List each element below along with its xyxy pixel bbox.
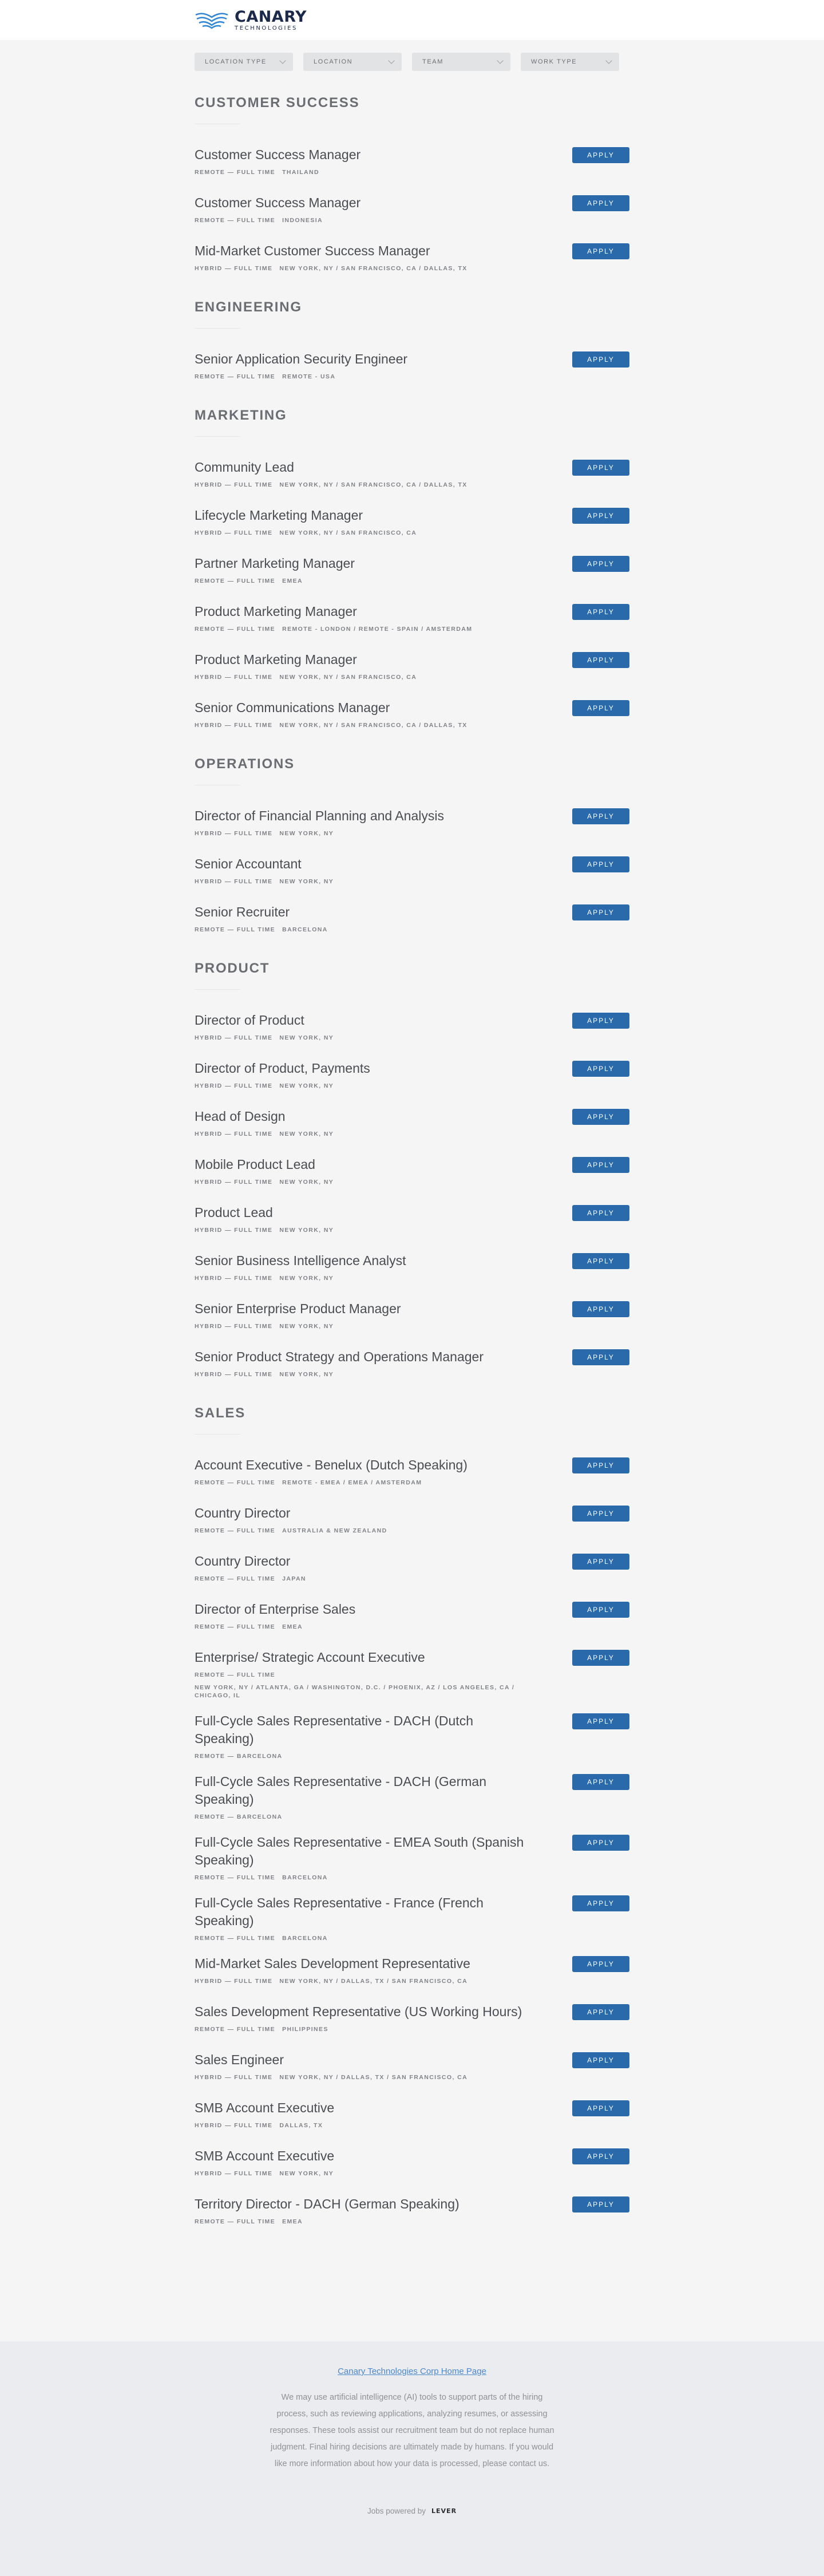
apply-button[interactable]: APPLY: [572, 1713, 629, 1729]
page-footer: [0, 2341, 824, 2576]
posting-title[interactable]: Community Lead: [195, 460, 294, 475]
filter-label: LOCATION TYPE: [205, 58, 267, 65]
posting-meta: [195, 1274, 526, 1282]
posting-title[interactable]: Senior Application Security Engineer: [195, 351, 408, 366]
posting-meta: [195, 2121, 526, 2129]
posting-row[interactable]: [195, 194, 629, 230]
posting-location: NEW YORK, NY: [279, 1275, 334, 1282]
posting-meta: [195, 2073, 526, 2081]
filter-label: WORK TYPE: [531, 58, 577, 65]
posting-title[interactable]: Senior Business Intelligence Analyst: [195, 1253, 406, 1268]
posting-location: BARCELONA: [282, 1935, 328, 1942]
apply-button[interactable]: APPLY: [572, 1650, 629, 1666]
posting-title[interactable]: Head of Design: [195, 1109, 286, 1124]
posting-meta: [195, 1977, 526, 1985]
posting-meta: [195, 1752, 526, 1760]
posting-row[interactable]: [195, 1348, 629, 1384]
posting-title[interactable]: Senior Enterprise Product Manager: [195, 1301, 401, 1316]
posting-work-type: REMOTE — FULL TIME: [195, 1672, 276, 1678]
apply-button[interactable]: APPLY: [572, 2196, 629, 2212]
posting-title[interactable]: Customer Success Manager: [195, 147, 361, 162]
posting-location: JAPAN: [282, 1575, 306, 1582]
posting-row[interactable]: [195, 1712, 629, 1760]
apply-button[interactable]: APPLY: [572, 1506, 629, 1522]
posting-work-type: REMOTE — FULL TIME: [195, 926, 276, 933]
chevron-down-icon: [388, 57, 394, 64]
posting-meta: [195, 1178, 526, 1186]
posting-row[interactable]: [195, 1552, 629, 1588]
posting-row[interactable]: [195, 507, 629, 542]
chevron-down-icon: [279, 57, 286, 64]
posting-work-type: HYBRID — FULL TIME: [195, 1275, 273, 1282]
posting-title[interactable]: SMB Account Executive: [195, 2100, 335, 2115]
posting-row[interactable]: [195, 1773, 629, 1821]
posting-row[interactable]: [195, 855, 629, 891]
brand-subtitle: TECHNOLOGIES: [235, 25, 298, 31]
lever-logo[interactable]: LEVER: [431, 2507, 457, 2515]
apply-button[interactable]: APPLY: [572, 1835, 629, 1851]
apply-button[interactable]: APPLY: [572, 1774, 629, 1790]
posting-row[interactable]: [195, 1012, 629, 1047]
posting-title[interactable]: Mid-Market Customer Success Manager: [195, 243, 430, 258]
apply-button[interactable]: APPLY: [572, 1157, 629, 1173]
posting-meta: [195, 577, 526, 585]
apply-button[interactable]: APPLY: [572, 2148, 629, 2164]
posting-title[interactable]: Director of Product, Payments: [195, 1061, 370, 1076]
group-divider: [195, 328, 240, 329]
posting-row[interactable]: [195, 1601, 629, 1636]
apply-button[interactable]: APPLY: [572, 1554, 629, 1570]
posting-work-type: HYBRID — FULL TIME: [195, 1978, 273, 1985]
posting-group: [195, 408, 629, 734]
posting-title[interactable]: Sales Development Representative (US Working Hours): [195, 2004, 522, 2019]
posting-row[interactable]: [195, 903, 629, 939]
posting-work-type: HYBRID — FULL TIME: [195, 2074, 273, 2081]
posting-work-type: REMOTE — FULL TIME: [195, 1479, 276, 1486]
posting-location: REMOTE - USA: [282, 373, 336, 380]
posting-location: BARCELONA: [282, 1874, 328, 1881]
posting-title[interactable]: Product Marketing Manager: [195, 604, 357, 619]
filter-label: LOCATION: [314, 58, 353, 65]
posting-row[interactable]: [195, 242, 629, 278]
posting-work-type: HYBRID — FULL TIME: [195, 1323, 273, 1330]
group-divider: [195, 1434, 240, 1435]
posting-title[interactable]: Country Director: [195, 1554, 291, 1568]
posting-work-type: HYBRID — FULL TIME: [195, 2170, 273, 2177]
posting-meta: [195, 1527, 526, 1535]
posting-title[interactable]: Senior Recruiter: [195, 904, 290, 919]
posting-title[interactable]: Senior Communications Manager: [195, 700, 390, 715]
posting-row[interactable]: [195, 651, 629, 686]
group-title: CUSTOMER SUCCESS: [195, 95, 360, 110]
posting-work-type: HYBRID — FULL TIME: [195, 1371, 273, 1378]
posting-location: NEW YORK, NY / SAN FRANCISCO, CA / DALLAS, TX: [279, 722, 468, 729]
posting-meta: [195, 373, 526, 381]
posting-work-type: HYBRID — FULL TIME: [195, 2122, 273, 2129]
posting-work-type: REMOTE — FULL TIME: [195, 578, 276, 584]
posting-location: PHILIPPINES: [282, 2026, 328, 2033]
posting-group: [195, 756, 629, 939]
apply-button[interactable]: APPLY: [572, 604, 629, 620]
posting-group: [195, 299, 629, 386]
posting-work-type: REMOTE — FULL TIME: [195, 169, 276, 176]
chevron-down-icon: [605, 57, 612, 64]
posting-location: NEW YORK, NY / SAN FRANCISCO, CA: [279, 530, 417, 536]
posting-work-type: HYBRID — FULL TIME: [195, 1227, 273, 1234]
apply-button[interactable]: APPLY: [572, 195, 629, 211]
posting-work-type: HYBRID — FULL TIME: [195, 1034, 273, 1041]
posting-title[interactable]: Enterprise/ Strategic Account Executive: [195, 1650, 425, 1665]
apply-button[interactable]: APPLY: [572, 1895, 629, 1911]
posting-meta: [195, 1813, 526, 1821]
posting-title[interactable]: Full-Cycle Sales Representative - EMEA South (Spanish Speaking): [195, 1835, 524, 1867]
posting-location: THAILAND: [282, 169, 319, 176]
apply-button[interactable]: APPLY: [572, 2052, 629, 2068]
apply-button[interactable]: APPLY: [572, 1956, 629, 1972]
posting-work-type: REMOTE — FULL TIME: [195, 1527, 276, 1534]
apply-button[interactable]: APPLY: [572, 856, 629, 872]
posting-group: [195, 95, 629, 278]
posting-location: NEW YORK, NY: [279, 1131, 334, 1137]
posting-location: AUSTRALIA & NEW ZEALAND: [282, 1527, 387, 1534]
posting-title[interactable]: Territory Director - DACH (German Speaking): [195, 2196, 459, 2211]
posting-row[interactable]: [195, 2147, 629, 2183]
group-title: OPERATIONS: [195, 756, 295, 772]
posting-meta: [195, 1575, 526, 1583]
apply-button[interactable]: APPLY: [572, 1205, 629, 1221]
posting-title[interactable]: Mid-Market Sales Development Representative: [195, 1956, 470, 1971]
group-title: PRODUCT: [195, 961, 270, 976]
posting-row[interactable]: [195, 2003, 629, 2038]
posting-meta: [195, 2025, 526, 2033]
posting-row[interactable]: [195, 146, 629, 181]
posting-title[interactable]: Lifecycle Marketing Manager: [195, 508, 363, 523]
apply-button[interactable]: APPLY: [572, 700, 629, 716]
apply-button[interactable]: APPLY: [572, 1301, 629, 1317]
posting-location: NEW YORK, NY: [279, 1179, 334, 1186]
ai-disclaimer: We may use artificial intelligence (AI) tools to support parts of the hiring process, such as reviewing applications, analyzing resumes, or assessing responses. These tools assist our recruitment team but do not replace human judgment. Final hiring decisions are ultimately made by humans. If you would like more information about how your data is processed, please contact us.: [270, 2393, 554, 2468]
posting-work-type: HYBRID — FULL TIME: [195, 878, 273, 885]
posting-location: NEW YORK, NY: [279, 878, 334, 885]
posting-meta: [195, 1130, 526, 1138]
posting-title[interactable]: Product Marketing Manager: [195, 652, 357, 667]
posting-title[interactable]: Director of Product: [195, 1013, 304, 1028]
posting-title[interactable]: Senior Accountant: [195, 856, 302, 871]
posting-work-type: REMOTE — FULL TIME: [195, 217, 276, 224]
filter-work-type[interactable]: [521, 53, 619, 71]
posting-row[interactable]: [195, 1060, 629, 1095]
posting-meta: [195, 878, 526, 886]
posting-location: EMEA: [282, 1623, 303, 1630]
posting-work-type: REMOTE — FULL TIME: [195, 626, 276, 633]
apply-button[interactable]: APPLY: [572, 1013, 629, 1029]
posting-title[interactable]: Partner Marketing Manager: [195, 556, 355, 571]
group-title: SALES: [195, 1405, 246, 1421]
posting-row[interactable]: [195, 807, 629, 843]
posting-row[interactable]: [195, 1108, 629, 1143]
posting-work-type: HYBRID — FULL TIME: [195, 530, 273, 536]
brand-logo[interactable]: [195, 9, 307, 31]
apply-button[interactable]: APPLY: [572, 2100, 629, 2116]
apply-button[interactable]: APPLY: [572, 243, 629, 259]
posting-meta: [195, 1322, 526, 1330]
posting-row[interactable]: [195, 1504, 629, 1540]
brand-name: CANARY: [235, 7, 307, 26]
posting-location: EMEA: [282, 578, 303, 584]
posting-row[interactable]: [195, 555, 629, 590]
apply-button[interactable]: APPLY: [572, 1457, 629, 1473]
posting-row[interactable]: [195, 1894, 629, 1942]
posting-meta: [195, 625, 526, 633]
posting-meta: [195, 1671, 526, 1700]
filter-bar: [195, 53, 629, 71]
posting-work-type: REMOTE — FULL TIME: [195, 2218, 276, 2225]
posting-work-type: REMOTE — FULL TIME: [195, 1623, 276, 1630]
posting-row[interactable]: [195, 2195, 629, 2231]
posting-group: [195, 961, 629, 1384]
posting-meta: [195, 673, 526, 681]
posting-location: NEW YORK, NY: [279, 830, 334, 837]
posting-title[interactable]: Product Lead: [195, 1205, 273, 1220]
posting-meta: [195, 168, 526, 176]
posting-title[interactable]: Account Executive - Benelux (Dutch Speaking): [195, 1457, 468, 1472]
posting-row[interactable]: [195, 699, 629, 734]
posting-work-type: HYBRID — FULL TIME: [195, 1179, 273, 1186]
apply-button[interactable]: APPLY: [572, 1061, 629, 1077]
posting-title[interactable]: Sales Engineer: [195, 2052, 284, 2067]
posting-work-type: REMOTE — FULL TIME: [195, 1575, 276, 1582]
posting-location: NEW YORK, NY: [279, 2170, 334, 2177]
posting-meta: [195, 1874, 526, 1882]
apply-button[interactable]: APPLY: [572, 1253, 629, 1269]
posting-row[interactable]: [195, 1955, 629, 1990]
filter-location-type[interactable]: [195, 53, 293, 71]
posting-location: NEW YORK, NY / ATLANTA, GA / WASHINGTON, D.C. / PHOENIX, AZ / LOS ANGELES, CA / CHICAGO, IL: [195, 1684, 515, 1699]
posting-work-type: HYBRID — FULL TIME: [195, 722, 273, 729]
posting-work-type: REMOTE — FULL TIME: [195, 1935, 276, 1942]
apply-button[interactable]: APPLY: [572, 508, 629, 524]
posting-meta: [195, 926, 526, 934]
posting-location: NEW YORK, NY / DALLAS, TX / SAN FRANCISCO, CA: [279, 1978, 468, 1985]
posting-row[interactable]: [195, 2051, 629, 2087]
posting-title[interactable]: Director of Enterprise Sales: [195, 1602, 356, 1617]
posting-row[interactable]: [195, 1649, 629, 1700]
posting-title[interactable]: Full-Cycle Sales Representative - France (French Speaking): [195, 1895, 484, 1928]
wave-logo-icon: [195, 10, 229, 30]
apply-button[interactable]: APPLY: [572, 808, 629, 824]
posting-row[interactable]: [195, 1456, 629, 1492]
postings-list: [195, 95, 629, 2231]
posting-meta: [195, 216, 526, 224]
posting-location: NEW YORK, NY: [279, 1034, 334, 1041]
posting-title[interactable]: Full-Cycle Sales Representative - DACH (Dutch Speaking): [195, 1713, 473, 1746]
filter-team[interactable]: [412, 53, 510, 71]
posting-work-type: REMOTE — FULL TIME: [195, 2026, 276, 2033]
posting-row[interactable]: [195, 2099, 629, 2135]
posting-meta: [195, 264, 526, 272]
posting-meta: [195, 481, 526, 489]
posting-work-type: HYBRID — FULL TIME: [195, 1131, 273, 1137]
posting-work-type: REMOTE — BARCELONA: [195, 1753, 283, 1760]
posting-meta: [195, 2218, 526, 2226]
posting-work-type: HYBRID — FULL TIME: [195, 830, 273, 837]
group-divider: [195, 436, 240, 437]
posting-location: NEW YORK, NY: [279, 1371, 334, 1378]
posting-title[interactable]: SMB Account Executive: [195, 2148, 335, 2163]
chevron-down-icon: [497, 57, 503, 64]
posting-work-type: HYBRID — FULL TIME: [195, 1082, 273, 1089]
posting-meta: [195, 1370, 526, 1378]
posting-meta: [195, 529, 526, 537]
posting-location: NEW YORK, NY: [279, 1082, 334, 1089]
filter-label: TEAM: [422, 58, 443, 65]
posting-row[interactable]: [195, 350, 629, 386]
posting-meta: [195, 1623, 526, 1631]
group-title: ENGINEERING: [195, 299, 302, 315]
posting-meta: [195, 2170, 526, 2178]
posting-location: INDONESIA: [282, 217, 323, 224]
posting-work-type: REMOTE — FULL TIME: [195, 1874, 276, 1881]
posting-row[interactable]: [195, 1300, 629, 1336]
posting-location: REMOTE - LONDON / REMOTE - SPAIN / AMSTERDAM: [282, 626, 473, 633]
posting-row[interactable]: [195, 1252, 629, 1287]
posting-location: NEW YORK, NY: [279, 1323, 334, 1330]
apply-button[interactable]: APPLY: [572, 460, 629, 476]
apply-button[interactable]: APPLY: [572, 1602, 629, 1618]
group-title: MARKETING: [195, 408, 287, 423]
posting-work-type: HYBRID — FULL TIME: [195, 481, 273, 488]
posting-location: NEW YORK, NY / SAN FRANCISCO, CA: [279, 674, 417, 681]
posting-title[interactable]: Director of Financial Planning and Analysis: [195, 808, 444, 823]
top-bar: [0, 0, 824, 40]
posting-meta: [195, 1034, 526, 1042]
posting-location: BARCELONA: [282, 926, 328, 933]
powered-by: [0, 2507, 824, 2515]
apply-button[interactable]: APPLY: [572, 147, 629, 163]
posting-location: REMOTE - EMEA / EMEA / AMSTERDAM: [282, 1479, 422, 1486]
posting-meta: [195, 721, 526, 729]
apply-button[interactable]: APPLY: [572, 652, 629, 668]
posting-title[interactable]: Customer Success Manager: [195, 195, 361, 210]
posting-work-type: REMOTE — FULL TIME: [195, 373, 276, 380]
posting-meta: [195, 1226, 526, 1234]
posting-location: NEW YORK, NY / SAN FRANCISCO, CA / DALLAS, TX: [279, 481, 468, 488]
apply-button[interactable]: APPLY: [572, 2004, 629, 2020]
company-home-link[interactable]: Canary Technologies Corp Home Page: [338, 2366, 486, 2376]
posting-location: DALLAS, TX: [279, 2122, 323, 2129]
posting-title[interactable]: Senior Product Strategy and Operations Manager: [195, 1349, 484, 1364]
posting-title[interactable]: Mobile Product Lead: [195, 1157, 315, 1172]
apply-button[interactable]: APPLY: [572, 904, 629, 920]
posting-title[interactable]: Full-Cycle Sales Representative - DACH (German Speaking): [195, 1774, 486, 1807]
posting-work-type: HYBRID — FULL TIME: [195, 265, 273, 272]
posting-meta: [195, 1479, 526, 1487]
posting-row[interactable]: [195, 1156, 629, 1191]
posting-row[interactable]: [195, 603, 629, 638]
posting-row[interactable]: [195, 459, 629, 494]
posting-row[interactable]: [195, 1834, 629, 1882]
apply-button[interactable]: APPLY: [572, 556, 629, 572]
posting-work-type: HYBRID — FULL TIME: [195, 674, 273, 681]
posting-meta: [195, 1082, 526, 1090]
apply-button[interactable]: APPLY: [572, 1109, 629, 1125]
posting-location: EMEA: [282, 2218, 303, 2225]
apply-button[interactable]: APPLY: [572, 351, 629, 368]
posting-location: NEW YORK, NY: [279, 1227, 334, 1234]
filter-location[interactable]: [303, 53, 402, 71]
posting-meta: [195, 1934, 526, 1942]
powered-by-label: Jobs powered by: [367, 2507, 426, 2515]
posting-meta: [195, 829, 526, 837]
posting-location: NEW YORK, NY / SAN FRANCISCO, CA / DALLAS, TX: [279, 265, 468, 272]
apply-button[interactable]: APPLY: [572, 1349, 629, 1365]
posting-work-type: REMOTE — BARCELONA: [195, 1814, 283, 1820]
posting-location: NEW YORK, NY / DALLAS, TX / SAN FRANCISCO, CA: [279, 2074, 468, 2081]
posting-row[interactable]: [195, 1204, 629, 1239]
group-divider: [195, 989, 240, 990]
posting-group: [195, 1405, 629, 2231]
posting-title[interactable]: Country Director: [195, 1506, 291, 1520]
